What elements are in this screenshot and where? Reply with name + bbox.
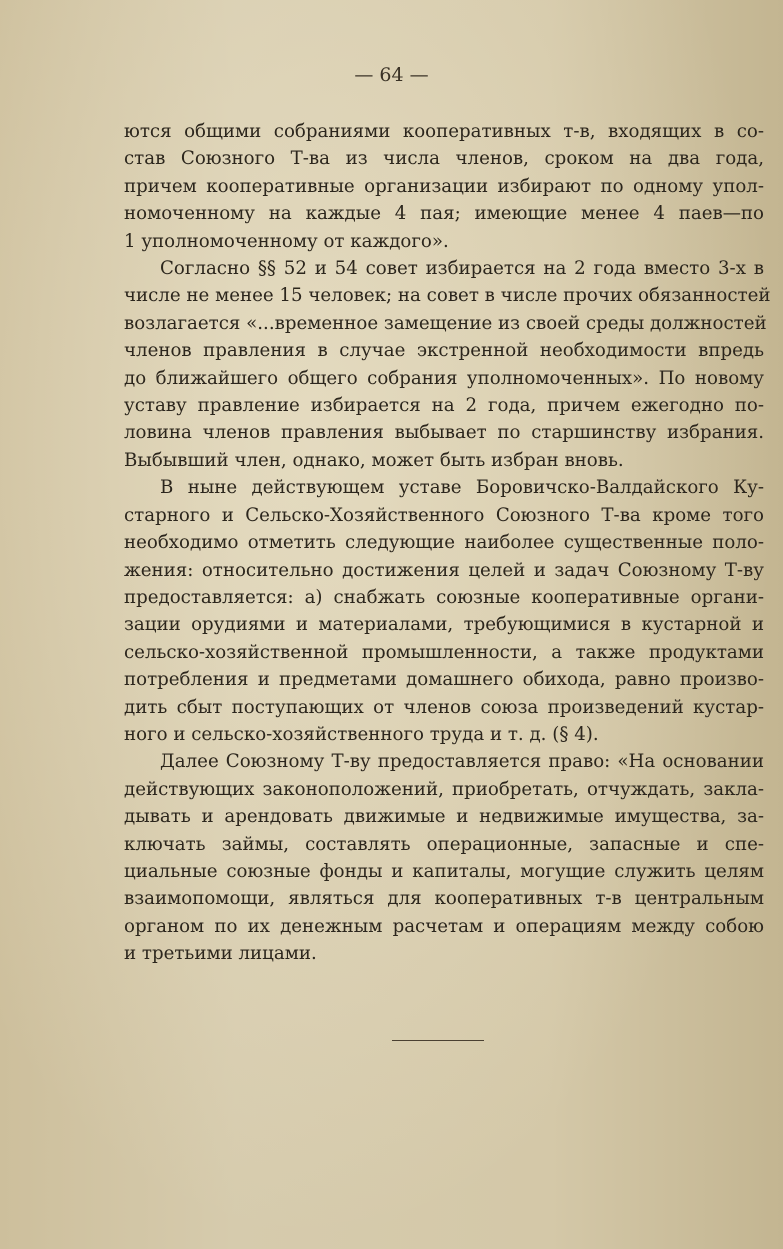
text-line: до ближайшего общего собрания уполномоченных». По новому	[124, 367, 764, 389]
text-line: предоставляется: а) снабжать союзные кооперативные органи-	[124, 586, 764, 608]
text-line: необходимо отметить следующие наиболее существенные поло-	[124, 532, 764, 554]
text-line: Согласно §§ 52 и 54 совет избирается на 2 года вместо 3-х в	[160, 258, 764, 280]
text-line: Выбывший член, однако, может быть избран вновь.	[124, 449, 624, 471]
text-line: сельско-хозяйственной промышленности, а также продуктами	[124, 641, 764, 663]
text-line: ного и сельско-хозяйственного труда и т. д. (§ 4).	[124, 723, 599, 745]
text-line: причем кооперативные организации избирают по одному упол-	[124, 175, 764, 197]
text-line: В ныне действующем уставе Боровичско-Валдайского Ку-	[160, 477, 764, 499]
section-divider	[392, 1040, 484, 1041]
text-line: членов правления в случае экстренной необходимости впредь	[124, 340, 764, 362]
text-line: возлагается «...временное замещение из своей среды должностей	[124, 312, 767, 334]
text-line: взаимопомощи, являться для кооперативных т-в центральным	[124, 888, 764, 910]
text-line: ловина членов правления выбывает по старшинству избрания.	[124, 422, 764, 444]
paragraph-1	[124, 118, 764, 255]
text-line: 1 уполномоченному от каждого».	[124, 230, 449, 252]
text-line: ключать займы, составлять операционные, запасные и спе-	[124, 833, 764, 855]
paragraph-3	[124, 474, 764, 748]
text-line: зации орудиями и материалами, требующимися в кустарной и	[124, 614, 764, 636]
text-line: числе не менее 15 человек; на совет в числе прочих обязанностей	[124, 285, 771, 307]
text-line: и третьими лицами.	[124, 943, 317, 965]
text-line: уставу правление избирается на 2 года, причем ежегодно по-	[124, 395, 764, 417]
page-number: — 64 —	[354, 64, 429, 86]
text-line: дить сбыт поступающих от членов союза произведений кустар-	[124, 696, 764, 718]
text-line: дывать и арендовать движимые и недвижимые имущества, за-	[124, 806, 764, 828]
text-line: старного и Сельско-Хозяйственного Союзного Т-ва кроме того	[124, 504, 764, 526]
text-line: потребления и предметами домашнего обихода, равно произво-	[124, 669, 764, 691]
text-line: ются общими собраниями кооперативных т-в, входящих в со-	[124, 121, 764, 142]
paragraph-4	[124, 748, 764, 967]
paragraph-2	[124, 255, 771, 474]
text-line: циальные союзные фонды и капиталы, могущие служить целям	[124, 860, 764, 882]
body-text	[124, 118, 771, 968]
text-line: жения: относительно достижения целей и задач Союзному Т-ву	[124, 559, 764, 581]
text-line: Далее Союзному Т-ву предоставляется право: «На основании	[160, 751, 764, 773]
text-line: став Союзного Т-ва из числа членов, сроком на два года,	[124, 148, 764, 170]
text-line: действующих законоположений, приобретать, отчуждать, закла-	[124, 778, 764, 800]
text-line: органом по их денежным расчетам и операциям между собою	[124, 915, 764, 937]
text-line: номоченному на каждые 4 пая; имеющие менее 4 паев—по	[124, 203, 764, 225]
